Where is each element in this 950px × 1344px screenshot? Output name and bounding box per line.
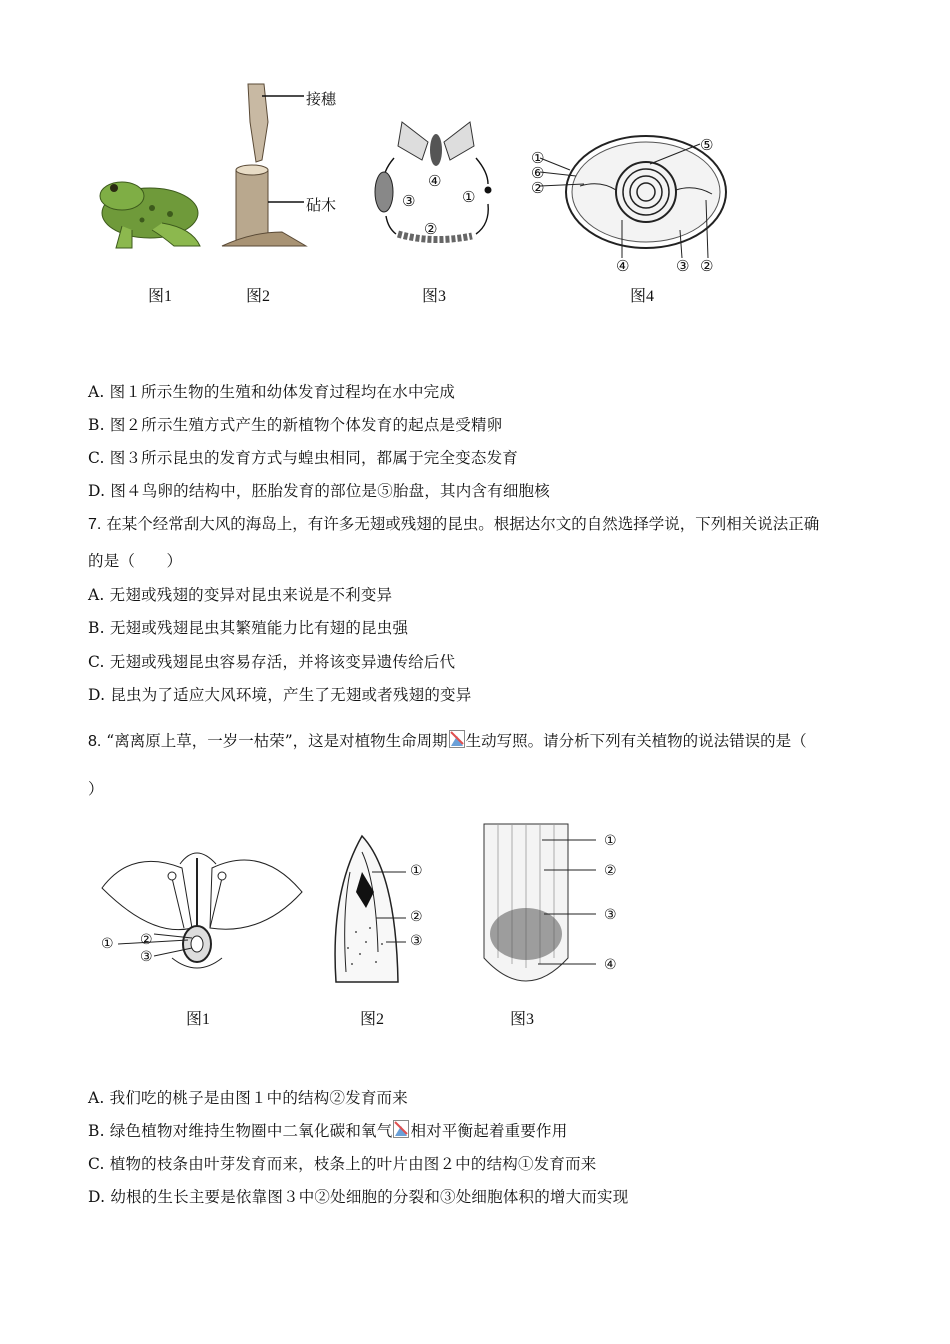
root-marker-2: ② <box>604 863 617 879</box>
flower-marker-2: ② <box>140 932 153 948</box>
q6-option-c: C. 图３所示昆虫的发育方式与蝗虫相同，都属于完全变态发育 <box>88 449 518 467</box>
egg-marker-3: ③ <box>676 257 690 275</box>
egg-marker-6: ⑥ <box>531 164 545 182</box>
q8-option-b-part1: B. 绿色植物对维持生物圈中二氧化碳和氧气 <box>88 1122 393 1140</box>
root-tip-figure <box>482 818 642 994</box>
lifecycle-marker-4: ④ <box>428 172 442 190</box>
q8-stem-line1 <box>88 729 807 751</box>
root-marker-3: ③ <box>604 907 617 923</box>
egg-marker-4: ④ <box>616 257 630 275</box>
broken-image-icon <box>449 730 465 748</box>
egg-marker-2a: ② <box>531 179 545 197</box>
q8-stem-part1: “离离原上草，一岁一枯荣”，这是对植物生命周期 <box>101 732 448 750</box>
frog-figure <box>92 168 207 253</box>
q7-number: 7. <box>88 516 102 533</box>
flower-marker-1: ① <box>101 936 114 952</box>
q8-option-b-part2: 相对平衡起着重要作用 <box>410 1122 568 1140</box>
q8-number: 8. <box>88 733 102 750</box>
root-marker-4: ④ <box>604 957 617 973</box>
q8-option-c: C. 植物的枝条由叶芽发育而来，枝条上的叶片由图２中的结构①发育而来 <box>88 1155 597 1173</box>
q7-option-b: B. 无翅或残翅昆虫其繁殖能力比有翅的昆虫强 <box>88 619 409 637</box>
q7-stem-line1 <box>88 512 819 534</box>
q8-option-b <box>88 1119 567 1141</box>
q8-option-a: A. 我们吃的桃子是由图１中的结构②发育而来 <box>88 1089 408 1107</box>
bud-marker-3: ③ <box>410 933 423 949</box>
scion-label: 接穗 <box>306 90 337 108</box>
q7-stem-text: 在某个经常刮大风的海岛上，有许多无翅或残翅的昆虫。根据达尔文的自然选择学说，下列相关说法正确 <box>101 515 820 533</box>
egg-marker-2b: ② <box>700 257 714 275</box>
q6-option-a: A. 图１所示生物的生殖和幼体发育过程均在水中完成 <box>88 383 456 401</box>
q6-fig1-label: 图1 <box>148 288 173 305</box>
lifecycle-marker-2: ② <box>424 220 438 238</box>
flower-marker-3: ③ <box>140 949 153 965</box>
q7-option-d: D. 昆虫为了适应大风环境，产生了无翅或者残翅的变异 <box>88 686 472 704</box>
q7-option-c: C. 无翅或残翅昆虫容易存活，并将该变异遗传给后代 <box>88 653 456 671</box>
lifecycle-marker-1: ① <box>462 188 476 206</box>
q8-fig1-label: 图1 <box>186 1011 211 1028</box>
q6-fig4-label: 图4 <box>630 288 655 305</box>
lifecycle-marker-3: ③ <box>402 192 416 210</box>
q8-stem-part2: 生动写照。请分析下列有关植物的说法错误的是（ <box>465 732 807 750</box>
q6-fig2-label: 图2 <box>246 288 271 305</box>
bud-marker-2: ② <box>410 909 423 925</box>
q6-option-b: B. 图２所示生殖方式产生的新植物个体发育的起点是受精卵 <box>88 416 503 434</box>
grafting-figure <box>218 82 358 250</box>
root-marker-1: ① <box>604 833 617 849</box>
broken-image-icon <box>393 1120 409 1138</box>
q7-stem-line2: 的是（ ） <box>88 552 183 570</box>
q8-stem-line2: ） <box>88 780 104 798</box>
q6-fig3-label: 图3 <box>422 288 447 305</box>
bud-marker-1: ① <box>410 863 423 879</box>
egg-marker-1: ① <box>531 149 545 167</box>
flower-figure <box>92 848 307 978</box>
q6-option-d: D. 图４鸟卵的结构中，胚胎发育的部位是⑤胎盘，其内含有细胞核 <box>88 482 550 500</box>
q8-fig3-label: 图3 <box>510 1011 535 1028</box>
q7-option-a: A. 无翅或残翅的变异对昆虫来说是不利变异 <box>88 586 393 604</box>
q8-option-d: D. 幼根的生长主要是依靠图３中②处细胞的分裂和③处细胞体积的增大而实现 <box>88 1188 629 1206</box>
rootstock-label: 砧木 <box>306 196 337 214</box>
egg-marker-5: ⑤ <box>700 136 714 154</box>
q8-fig2-label: 图2 <box>360 1011 385 1028</box>
